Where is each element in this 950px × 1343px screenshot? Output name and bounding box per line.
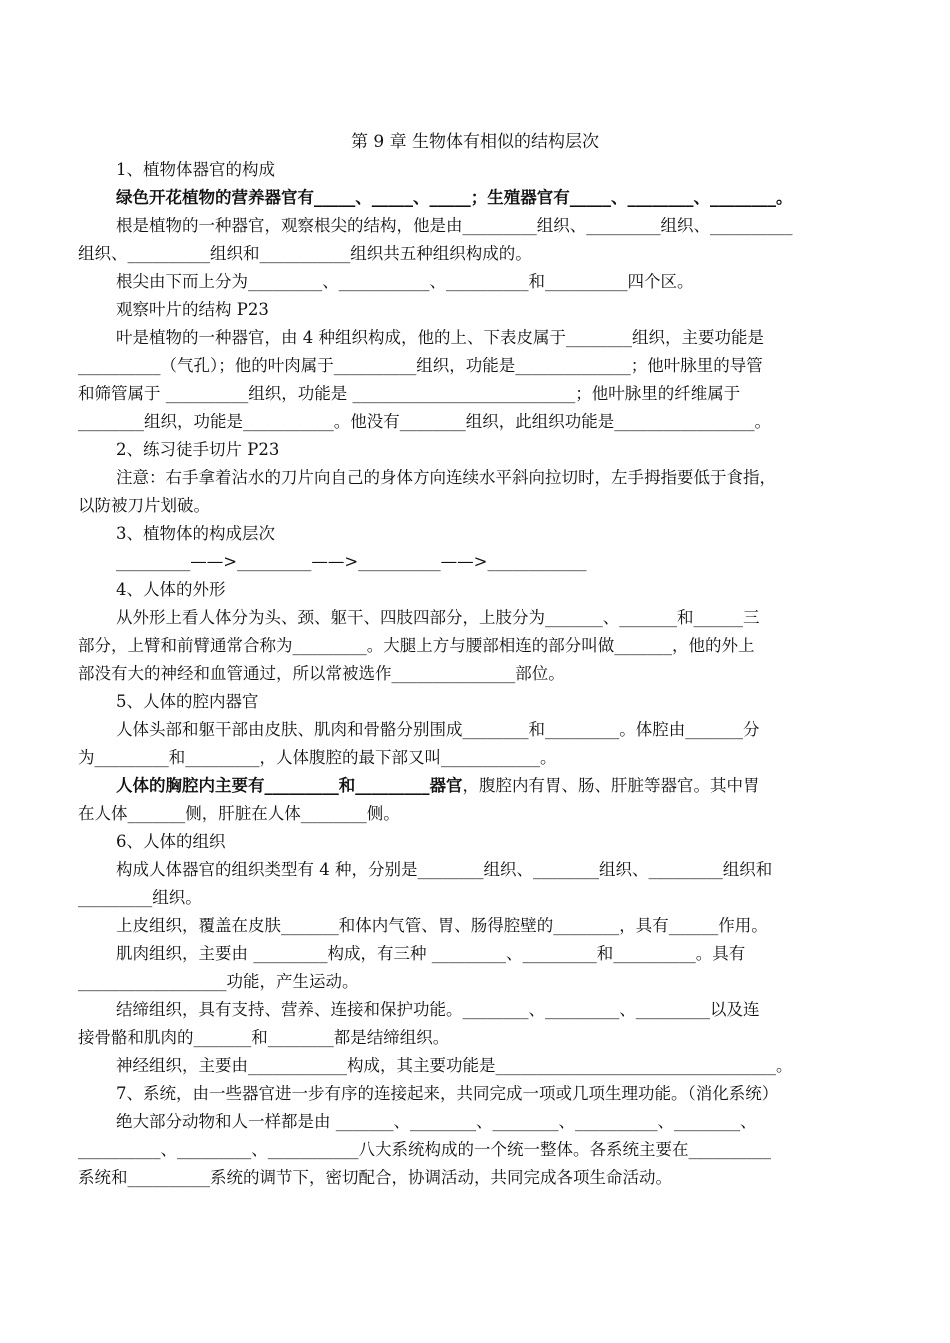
text-line: 叶是植物的一种器官，由 4 种组织构成，他的上、下表皮属于________组织，主要功能是 [116,328,764,347]
text-line: 部分，上臂和前臂通常合称为_________。大腿上方与腰部相连的部分叫做_______，他的外上 [78,636,755,655]
text-line: 上皮组织，覆盖在皮肤_______和体内气管、胃、肠得腔壁的________，具有______作用。 [116,916,768,935]
text-line: 系统和__________系统的调节下，密切配合，协调活动，共同完成各项生命活动。 [78,1168,672,1187]
text-line: 人体头部和躯干部由皮肤、肌肉和骨骼分别围成________和_________。体腔由_______分 [116,720,760,739]
text-line: 从外形上看人体分为头、颈、躯干、四肢四部分，上肢分为_______、_______和______三 [116,608,760,627]
text-line: 以防被刀片划破。 [78,496,210,515]
text-line: 为_________和_________，人体腹腔的最下部又叫____________。 [78,748,557,767]
text-line: 3、植物体的构成层次 [116,524,275,543]
text-line: __________、_________、___________八大系统构成的一个统一整体。各系统主要在__________ [78,1140,771,1159]
text-line: 观察叶片的结构 P23 [116,300,269,319]
text-line: 结缔组织，具有支持、营养、连接和保护功能。________、_________、_________以及连 [116,1000,760,1019]
text-line: 绝大部分动物和人一样都是由 _______、________、________、__________、________、 [116,1112,757,1131]
text-line: 注意：右手拿着沾水的刀片向自己的身体方向连续水平斜向拉切时，左手拇指要低于食指， [116,468,776,487]
text-line: 部没有大的神经和血管通过，所以常被选作_______________部位。 [78,664,565,683]
bold-text: 人体的胸腔内主要有_________和_________器官 [116,776,463,795]
text-line [78,775,868,797]
text-line: 1、植物体器官的构成 [116,160,275,179]
text-line: 5、人体的腔内器官 [116,692,259,711]
text-line: _________组织。 [78,888,202,907]
text-line: 根尖由下而上分为_________、___________、__________和__________四个区。 [116,272,694,291]
text-line: 绿色开花植物的营养器官有_____、_____、_____；生殖器官有_____、________、________。 [116,188,793,207]
text-line: 2、练习徒手切片 P23 [116,440,280,459]
text-line: _________——>_________——>__________——>____________ [116,552,587,571]
text-line: 接骨骼和肌肉的_______和________都是结缔组织。 [78,1028,450,1047]
text-remainder: ，腹腔内有胃、肠、肝脏等器官。其中胃 [462,776,760,795]
text-line: 组织、__________组织和___________组织共五种组织构成的。 [78,244,532,263]
text-line: 4、人体的外形 [116,580,226,599]
text-line: 肌肉组织，主要由 _________构成，有三种 _________、_________和__________。具有 [116,944,746,963]
text-line: 6、人体的组织 [116,832,226,851]
text-line: 和筛管属于 __________组织，功能是 ___________________________；他叶脉里的纤维属于 [78,384,741,403]
chapter-title: 第 9 章 生物体有相似的结构层次 [350,132,600,152]
text-line: 在人体_______侧，肝脏在人体________侧。 [78,804,400,823]
text-line: __________________功能，产生运动。 [78,972,359,991]
text-line: __________（气孔）；他的叶肉属于__________组织，功能是______________；他叶脉里的导管 [78,356,763,375]
text-line: 7、系统，由一些器官进一步有序的连接起来，共同完成一项或几项生理功能。（消化系统） [116,1084,779,1103]
text-line: ________组织，功能是___________。他没有________组织，此组织功能是_________________。 [78,412,771,431]
text-line: 构成人体器官的组织类型有 4 种，分别是________组织、________组织、_________组织和 [116,860,773,879]
text-line: 神经组织，主要由____________构成，其主要功能是__________________________________。 [116,1056,793,1075]
text-line: 根是植物的一种器官，观察根尖的结构，他是由_________组织、_________组织、__________ [116,216,793,235]
